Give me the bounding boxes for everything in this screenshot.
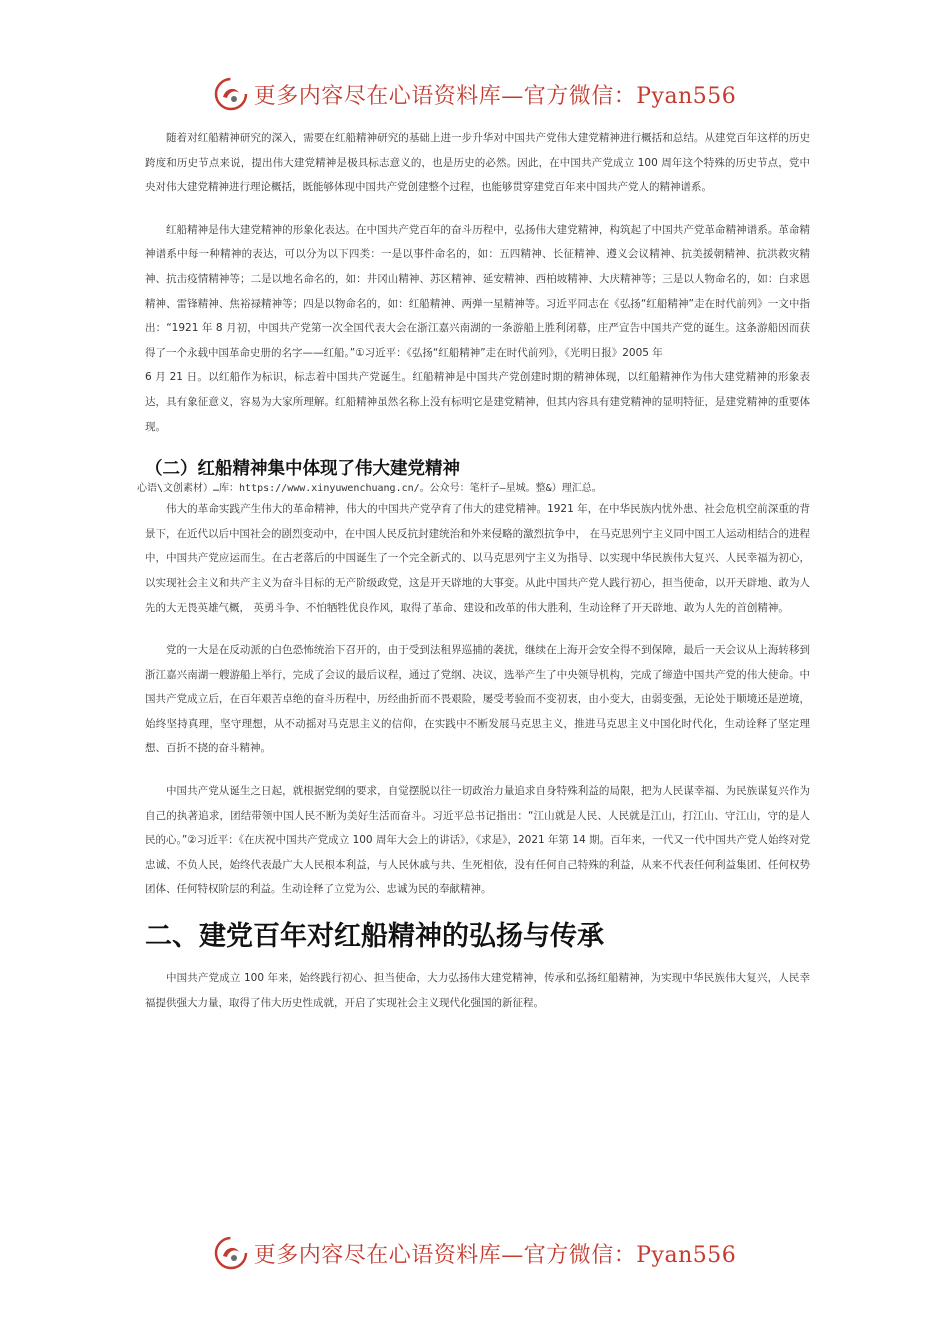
paragraph: 中国共产党成立 100 年来，始终践行初心、担当使命，大力弘扬伟大建党精神，传承和弘扬红船精神，为实现中华民族伟大复兴，人民幸福提供强大力量，取得了伟大历史性成就，开启了实现社会主义现代化强国的新征程。 [145, 972, 810, 1009]
red-swirl-logo-icon [214, 1236, 248, 1270]
paragraph: 随着对红船精神研究的深入，需要在红船精神研究的基础上进一步升华对中国共产党伟大建党精神进行概括和总结。从建党百年这样的历史跨度和历史节点来说，提出伟大建党精神是极具标志意义的，也是历史的必然。因此，在中国共产党成立 100 周年这个特殊的历史节点，党中央对伟大建党精神进行理论概括，既能够体现中国共产党创建整个过程，也能够贯穿建党百年来中国共产党人的精神谱系。 [145, 132, 810, 194]
source-line: 心语\文创素材）…库：https://www.xinyuwenchuang.cn/。公众号：笔杆子—星城。整&）理汇总。 [137, 483, 602, 495]
paragraph: 6 月 21 日。以红船作为标识，标志着中国共产党诞生。红船精神是中国共产党创建时期的精神体现，以红船精神作为伟大建党精神的形象表达，具有象征意义，容易为大家所理解。红船精神虽然名称上没有标明它是建党精神，但其内容具有建党精神的显明特征，是建党精神的重要体现。 [145, 371, 810, 433]
paragraph: 中国共产党从诞生之日起，就根据党纲的要求，自觉摆脱以往一切政治力量追求自身特殊利益的局限，把为人民谋幸福、为民族谋复兴作为自己的执著追求，团结带领中国人民不断为美好生活而奋斗。习近平总书记指出：“江山就是人民、人民就是江山，打江山、守江山，守的是人民的心。”②习近平：《在庆祝中国共产党成立 100 周年大会上的讲话》，《求是》，2021 年第 14 期。百年来，一代又一代中国共产党人始终对党忠诚、不负人民，始终代表最广大人民根本利益，与人民休戚与共、生死相依，没有任何自己特殊的利益，从来不代表任何利益集团、任何权势团体、任何特权阶层的利益。生动诠释了立党为公、忠诚为民的奉献精神。 [145, 785, 810, 896]
header-banner [0, 74, 950, 114]
section-heading: 二、建党百年对红船精神的弘扬与传承 [145, 921, 604, 953]
subheading: （二）红船精神集中体现了伟大建党精神 [145, 459, 460, 480]
banner-text: 更多内容尽在心语资料库—官方微信：Pyan556 [253, 83, 737, 109]
document-body [137, 126, 810, 1015]
paragraph: 党的一大是在反动派的白色恐怖统治下召开的，由于受到法租界巡捕的袭扰，继续在上海开会安全得不到保障，最后一天会议从上海转移到浙江嘉兴南湖一艘游船上举行，完成了会议的最后议程，通过了党纲、决议，选举产生了中央领导机构，完成了缔造中国共产党的伟大使命。中国共产党成立后，在百年艰苦卓绝的奋斗历程中，历经曲折而不畏艰险，屡受考验而不变初衷，由小变大，由弱变强，无论处于顺境还是逆境，始终坚持真理，坚守理想，从不动摇对马克思主义的信仰，在实践中不断发展马克思主义，推进马克思主义中国化时代化，生动诠释了坚定理想、百折不挠的奋斗精神。 [145, 644, 810, 755]
paragraph: 红船精神是伟大建党精神的形象化表达。在中国共产党百年的奋斗历程中，弘扬伟大建党精神，构筑起了中国共产党革命精神谱系。革命精神谱系中每一种精神的表达，可以分为以下四类：一是以事件命名的，如：五四精神、长征精神、遵义会议精神、抗美援朝精神、抗洪救灾精神、抗击疫情精神等；二是以地名命名的，如：井冈山精神、苏区精神、延安精神、西柏坡精神、大庆精神等；三是以人物命名的，如：白求恩精神、雷锋精神、焦裕禄精神等；四是以物命名的，如：红船精神、两弹一星精神等。习近平同志在《弘扬“红船精神”走在时代前列》一文中指出：“1921 年 8 月初，中国共产党第一次全国代表大会在浙江嘉兴南湖的一条游船上胜利闭幕，庄严宣告中国共产党的诞生。这条游船因而获得了一个永载中国革命史册的名字——红船。”①习近平：《弘扬“红船精神”走在时代前列》，《光明日报》2005 年 [145, 223, 810, 359]
footer-banner [0, 1233, 950, 1273]
red-swirl-logo-icon [214, 77, 248, 111]
paragraph: 伟大的革命实践产生伟大的革命精神，伟大的中国共产党孕育了伟大的建党精神。1921 年，在中华民族内忧外患、社会危机空前深重的背景下，在近代以后中国社会的剧烈变动中，在中国人民反抗封建统治和外来侵略的激烈抗争中， 在马克思列宁主义同中国工人运动相结合的进程中，中国共产党应运而生。在古老落后的中国诞生了一个完全新式的、以马克思列宁主义为指导、以实现中华民族伟大复兴、人民幸福为初心，以实现社会主义和共产主义为奋斗目标的无产阶级政党，这是开天辟地的大事变。从此中国共产党人践行初心，担当使命，以开天辟地、敢为人先的大无畏英雄气概， 英勇斗争、不怕牺牲优良作风，取得了革命、建设和改革的伟大胜利，生动诠释了开天辟地、敢为人先的首创精神。 [145, 503, 810, 614]
banner-text: 更多内容尽在心语资料库—官方微信：Pyan556 [253, 1242, 737, 1268]
